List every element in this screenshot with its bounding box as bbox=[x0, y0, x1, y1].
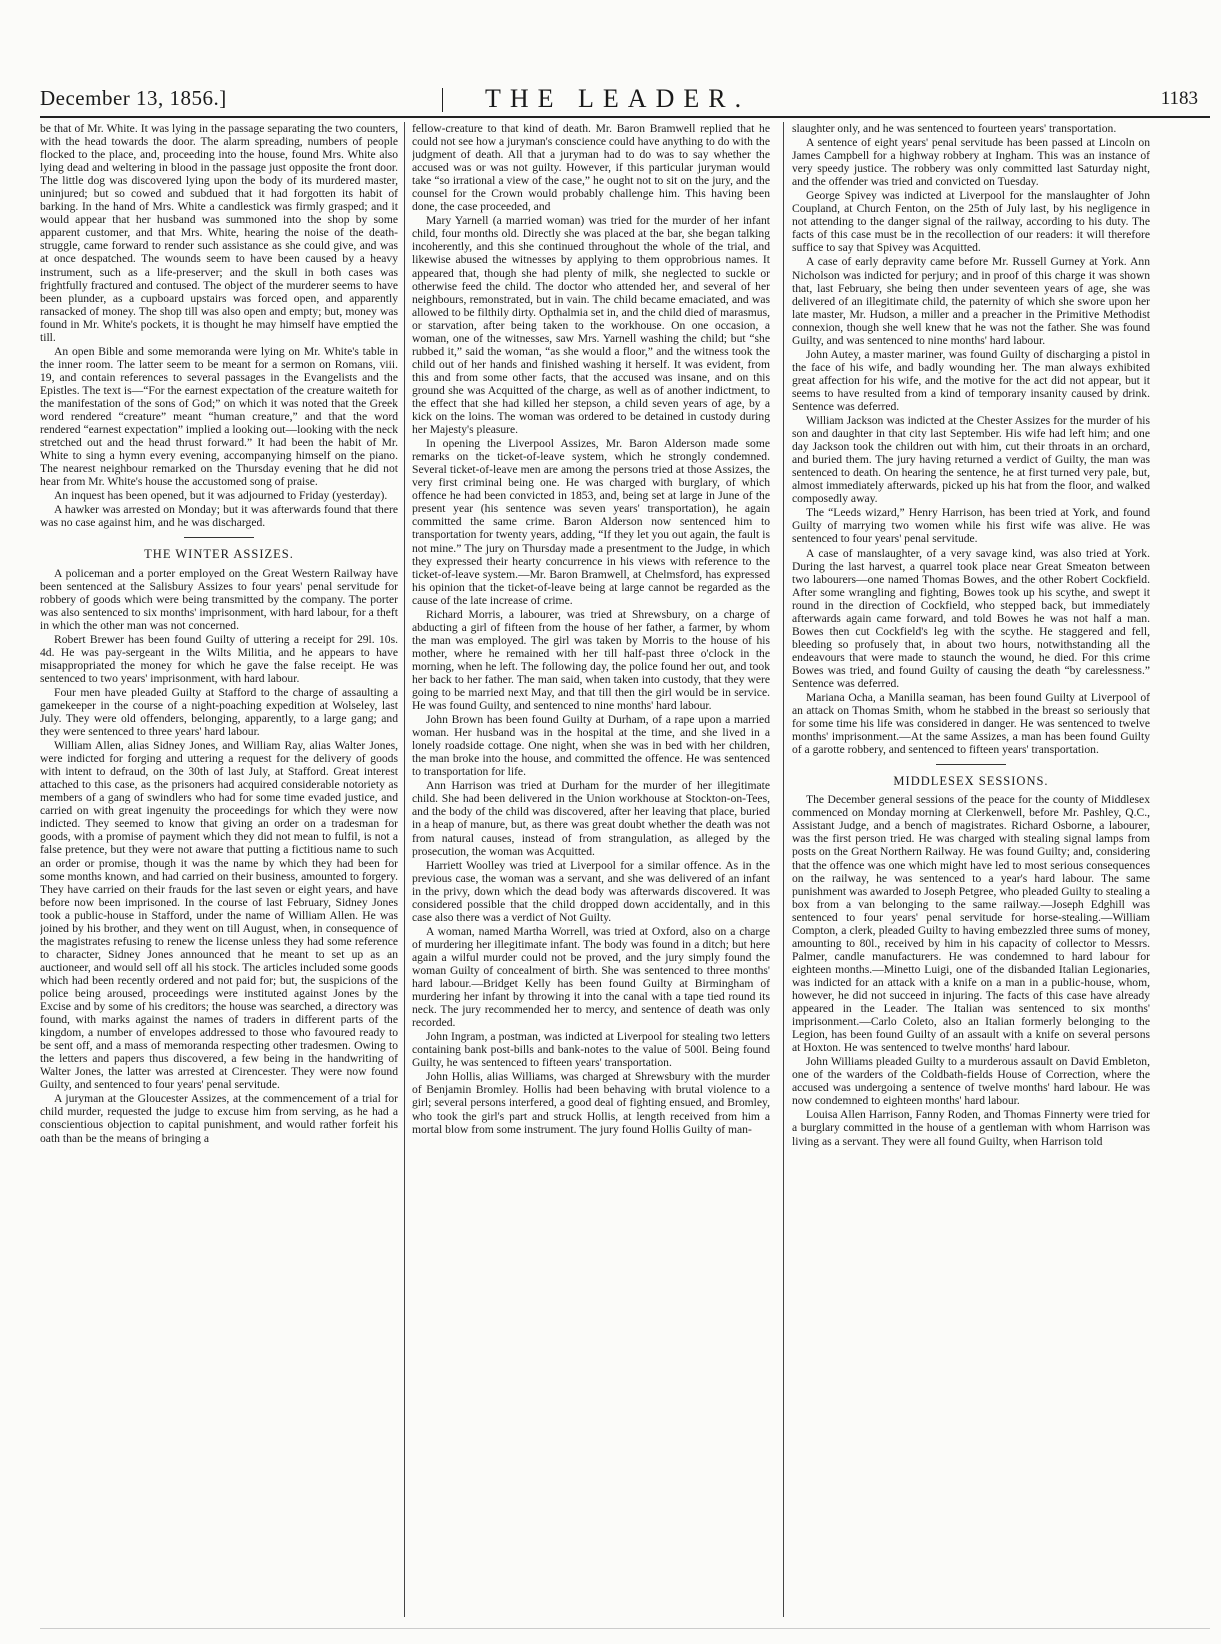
paragraph: The December general sessions of the peace for the county of Middlesex commenced on Monday morning at Clerkenwell, before Mr. Pashley, Q.C., Assistant Judge, and a bench of magistrates. Richard Osborne, a labourer, was the first person tried. He was charged with stealing signal lamps from posts on the Great Northern Railway. He was found Guilty; and, considering that the offence was one which might have led to most serious consequences on the railway, he was sentenced to a year's hard labour. The same punishment was awarded to Joseph Petgree, who pleaded Guilty to stealing a box from a van belonging to the same railway.—Joseph Edghill was sentenced to four years' penal servitude for horse-stealing.—William Compton, a clerk, pleaded Guilty to having embezzled three sums of money, amounting to 80l., received by him in his capacity of collector to Messrs. Palmer, candle manufacturers. He was condemned to hard labour for eighteen months.—Minetto Luigi, one of the disbanded Italian Legionaries, was indicted for an attack with a knife on a man in a public-house, whom, however, he did not succeed in injuring. The facts of this case have already appeared in the Leader. The Italian was sentenced to six months' imprisonment.—Carlo Coleto, also an Italian formerly belonging to the Legion, has been found Guilty of an assault with a knife on several persons at Hoxton. He was sentenced to twelve months' hard labour. bbox=[792, 793, 1150, 1055]
section-rule bbox=[936, 764, 1006, 765]
paragraph: An open Bible and some memoranda were lying on Mr. White's table in the inner room. The latter seem to be meant for a sermon on Romans, viii. 19, and contain references to several passages in the Evangelists and the Epistles. The text is—“For the earnest expectation of the creature waiteth for the manifestation of the sons of God;” on which it was noted that the Greek word rendered “creature” meant “human creature,” and that the word rendered “earnest expectation” implied a looking out—looking with the neck stretched out and the head thrust forward.” It had been the habit of Mr. White to sing a hymn every evening, accompanying himself on the piano. The nearest neighbour remarked on the Thursday evening that he did not hear from Mr. White's house the accustomed song of praise. bbox=[40, 344, 398, 489]
paragraph: John Brown has been found Guilty at Durham, of a rape upon a married woman. Her husband was in the hospital at the time, and she lived in a lonely roadside cottage. One night, when she was in bed with her children, the man broke into the house, and committed the offence. He was sentenced to transportation for life. bbox=[412, 713, 770, 779]
paragraph: A hawker was arrested on Monday; but it was afterwards found that there was no case against him, and he was discharged. bbox=[40, 503, 398, 530]
column-divider bbox=[404, 122, 405, 1617]
header-date: December 13, 1856.] bbox=[40, 86, 227, 110]
paragraph: John Autey, a master mariner, was found Guilty of discharging a pistol in the face of his wife, and badly wounding her. The man always exhibited great affection for his wife, and the motive for the act did not appear, but it seems to have resulted from a kind of temporary insanity caused by drink. Sentence was deferred. bbox=[792, 347, 1150, 413]
paragraph: Ann Harrison was tried at Durham for the murder of her illegitimate child. She had been delivered in the Union workhouse at Stockton-on-Tees, and the body of the child was discovered, after her leaving that place, buried in a heap of manure, but, as there was great doubt whether the death was not from natural causes, instead of from strangulation, as alleged by the prosecution, the woman was Acquitted. bbox=[412, 779, 770, 858]
page-bottom-edge bbox=[40, 1628, 1210, 1629]
paragraph: slaughter only, and he was sentenced to fourteen years' transportation. bbox=[792, 122, 1117, 135]
section-heading-middlesex-sessions: MIDDLESEX SESSIONS. bbox=[893, 774, 1049, 789]
paragraph: A policeman and a porter employed on the Great Western Railway have been sentenced at the Salisbury Assizes to four years' penal servitude for robbery of goods which were being transmitted by the company. The porter was also sentenced to six months' imprisonment, with hard labour, for a theft in which the other man was not concerned. bbox=[40, 566, 398, 632]
paragraph: John Hollis, alias Williams, was charged at Shrewsbury with the murder of Benjamin Bromley. Hollis had been behaving with brutal violence to a girl; several persons interfered, a good deal of fighting ensued, and Bromley, who took the girl's part and struck Hollis, at length received from him a mortal blow from some instrument. The jury found Hollis Guilty of man- bbox=[412, 1070, 770, 1136]
paragraph: John Ingram, a postman, was indicted at Liverpool for stealing two letters containing bank post-bills and bank-notes to the value of 500l. Being found Guilty, he was sentenced to fifteen years' transportation. bbox=[412, 1030, 770, 1070]
paragraph: John Williams pleaded Guilty to a murderous assault on David Embleton, one of the warders of the Coldbath-fields House of Correction, where the accused was undergoing a sentence of twelve months' hard labour. He was now condemned to eighteen months' hard labour. bbox=[792, 1055, 1150, 1108]
column-divider bbox=[783, 122, 784, 1617]
paragraph: An inquest has been opened, but it was adjourned to Friday (yesterday). bbox=[54, 489, 388, 503]
paragraph: A woman, named Martha Worrell, was tried at Oxford, also on a charge of murdering her illegitimate infant. The body was found in a ditch; but here again a wilful murder could not be proved, and the jury simply found the woman Guilty of concealment of birth. She was sentenced to three months' hard labour.—Bridget Kelly has been found Guilty at Birmingham of murdering her infant by throwing it into the canal with a tape tied round its neck. The jury recommended her to mercy, and sentence of death was only recorded. bbox=[412, 924, 770, 1030]
column-2 bbox=[412, 122, 770, 1622]
page-number: 1183 bbox=[1160, 88, 1198, 109]
paragraph: A juryman at the Gloucester Assizes, at the commencement of a trial for child murder, requested the judge to excuse him from serving, as he had a conscientious objection to capital punishment, and would rather forfeit his oath than be the means of bringing a bbox=[40, 1092, 398, 1145]
section-heading-winter-assizes: THE WINTER ASSIZES. bbox=[144, 547, 294, 562]
paragraph: Mariana Ocha, a Manilla seaman, has been found Guilty at Liverpool of an attack on Thomas Smith, whom he stabbed in the breast so seriously that for some time his life was considered in danger. He was sentenced to twelve months' imprisonment.—At the same Assizes, a man has been found Guilty of a garotte robbery, and sentenced to fifteen years' transportation. bbox=[792, 691, 1150, 757]
section-rule bbox=[184, 537, 254, 538]
paragraph: Harriett Woolley was tried at Liverpool for a similar offence. As in the previous case, the woman was a servant, and she was delivered of an infant in the privy, down which the dead body was afterwards discovered. It was considered possible that the child dropped down accidentally, and in this case also there was a verdict of Not Guilty. bbox=[412, 858, 770, 924]
paragraph: be that of Mr. White. It was lying in the passage separating the two counters, with the head towards the door. The alarm spreading, numbers of people flocked to the place, and, proceeding into the house, found Mrs. White also lying dead and weltering in blood in the passage just opposite the front door. The little dog was discovered lying upon the body of its murdered master, uninjured; but so cowed and subdued that it had forgotten its habit of barking. In the hand of Mrs. White a candlestick was firmly grasped; and it would appear that her husband was summoned into the shop by some apparent customer, and that Mrs. White, hearing the noise of the death-struggle, came forward to render such assistance as she could give, and was at once despatched. The wounds seem to have been caused by a heavy instrument, such as a life-preserver; and the skull in both cases was frightfully fractured and contused. The object of the murderer seems to have been plunder, as a cupboard upstairs was forced open, and apparently ransacked of money. The shop till was also open and empty; but, money was found in Mr. White's pockets, it is thought he may himself have emptied the till. bbox=[40, 122, 398, 344]
page-header bbox=[40, 82, 1210, 116]
paragraph: Louisa Allen Harrison, Fanny Roden, and Thomas Finnerty were tried for a burglary committed in the house of a gentleman with whom Harrison was living as a servant. They were all found Guilty, when Harrison told bbox=[792, 1108, 1150, 1148]
paragraph: Richard Morris, a labourer, was tried at Shrewsbury, on a charge of abducting a girl of fifteen from the house of her father, a farmer, by whom the man was employed. The girl was taken by Morris to the house of his mother, where he remained with her till half-past three o'clock in the morning, when he left. The following day, the police found her out, and took her back to her father. The man said, when taken into custody, that they were going to be married next May, and that till then the girl would be in service. He was found Guilty, and sentenced to nine months' hard labour. bbox=[412, 607, 770, 713]
column-3 bbox=[792, 122, 1150, 1622]
paragraph: William Jackson was indicted at the Chester Assizes for the murder of his son and daughter in that city last September. His wife had left him; and one day Jackson took the children out with him, cut their throats in an orchard, and buried them. The jury having returned a verdict of Guilty, the man was sentenced to death. On hearing the sentence, he at first turned very pale, but, almost immediately afterwards, picked up his hat from the floor, and walked composedly away. bbox=[792, 414, 1150, 506]
column-1 bbox=[40, 122, 398, 1622]
header-rule bbox=[40, 116, 1210, 118]
paragraph: fellow-creature to that kind of death. Mr. Baron Bramwell replied that he could not see how a juryman's conscience could have anything to do with the judgment of death. All that a juryman had to do was to say whether the accused was or was not guilty. However, if this particular juryman would take “so irrational a view of the case,” he ought not to sit on the jury, and the counsel for the Crown would probably challenge him. This having been done, the case proceeded, and bbox=[412, 122, 770, 214]
paragraph: Mary Yarnell (a married woman) was tried for the murder of her infant child, four months old. Directly she was placed at the bar, she began talking incoherently, and this she continued throughout the whole of the trial, and likewise abused the witnesses by applying to them opprobrious names. It appeared that, though she had plenty of milk, she neglected to suckle or otherwise feed the child. The doctor who attended her, and several of her neighbours, remonstrated, but in vain. The child became emaciated, and was allowed to be filthily dirty. Opthalmia set in, and the child died of marasmus, or starvation, after being taken to the workhouse. On one occasion, a woman, one of the witnesses, saw Mrs. Yarnell washing the child; but “she rubbed it,” said the woman, “as she would a floor,” and the witness took the child out of her hands and finished washing it herself. It was evident, from this and from some other facts, that the accused was insane, and on this ground she was Acquitted of the charge, as well as of another indictment, to the effect that she had killed her stepson, a child seven years of age, by a kick on the loins. The woman was ordered to be detained in custody during her Majesty's pleasure. bbox=[412, 214, 770, 437]
paragraph: Four men have pleaded Guilty at Stafford to the charge of assaulting a gamekeeper in the course of a night-poaching expedition at Wolseley, last July. They were old offenders, belonging, apparently, to a large gang; and they were sentenced to three years' hard labour. bbox=[40, 685, 398, 739]
paragraph: A case of early depravity came before Mr. Russell Gurney at York. Ann Nicholson was indicted for perjury; and in proof of this charge it was shown that, last February, she being then under seventeen years of age, she was delivered of an illegitimate child, the paternity of which she swore upon her late master, Mr. Hudson, a miller and a preacher in the Primitive Methodist connexion, though she well knew that he was not the father. She was found Guilty, and was sentenced to nine months' hard labour. bbox=[792, 255, 1150, 347]
paragraph: In opening the Liverpool Assizes, Mr. Baron Alderson made some remarks on the ticket-of-leave system, which he strongly condemned. Several ticket-of-leave men are among the persons tried at those Assizes, the very first criminal being one. He was charged with burglary, of which offence he had been convicted in 1853, and, being set at large in June of the present year (his sentence was seven years' transportation), he again committed the same crime. Baron Alderson now sentenced him to transportation for twenty years, adding, “If they let you out again, the fault is not mine.” The jury on Thursday made a presentment to the Judge, in which they expressed their hearty concurrence in his views with reference to the ticket-of-leave system.—Mr. Baron Bramwell, at Chelmsford, has expressed his opinion that the ticket-of-leave being at large cannot be regarded as the cause of the late increase of crime. bbox=[412, 437, 770, 607]
paragraph: A sentence of eight years' penal servitude has been passed at Lincoln on James Campbell for a highway robbery at Ingham. This was an instance of very speedy justice. The robbery was only committed last Saturday night, and the offender was tried and convicted on Tuesday. bbox=[792, 136, 1150, 189]
paragraph: The “Leeds wizard,” Henry Harrison, has been tried at York, and found Guilty of marrying two women while his first wife was alive. He was sentenced to four years' penal servitude. bbox=[792, 506, 1150, 546]
paragraph: George Spivey was indicted at Liverpool for the manslaughter of John Coupland, at Church Fenton, on the 25th of July last, by his negligence in not attending to the danger signal of the railway, according to his duty. The facts of this case must be in the recollection of our readers: it will therefore suffice to say that Spivey was Acquitted. bbox=[792, 189, 1150, 255]
paragraph: A case of manslaughter, of a very savage kind, was also tried at York. During the last harvest, a quarrel took place near Great Smeaton between two labourers—one named Thomas Bowes, and the other Robert Cockfield. After some wrangling and fighting, Bowes took up his scythe, and swept it round in the direction of Cockfield, who stepped back, but immediately afterwards again came forward, and told Bowes he was not half a man. Bowes then cut Cockfield's leg with the scythe. He staggered and fell, bleeding so profusely that, in about two hours, notwithstanding all the endeavours that were made to staunch the wound, he died. For this crime Bowes was tried, and found Guilty of causing the death “by carelessness.” Sentence was deferred. bbox=[792, 546, 1150, 690]
header-divider bbox=[442, 88, 443, 112]
masthead-title: THE LEADER. bbox=[485, 84, 751, 113]
paragraph: Robert Brewer has been found Guilty of uttering a receipt for 29l. 10s. 4d. He was pay-sergeant in the Wilts Militia, and he appears to have misappropriated the money for which he gave the false receipt. He was sentenced to two years' imprisonment, with hard labour. bbox=[40, 632, 398, 685]
paragraph: William Allen, alias Sidney Jones, and William Ray, alias Walter Jones, were indicted for forging and uttering a request for the delivery of goods with intent to defraud, on the 30th of last July, at Stafford. Great interest attached to this case, as the prisoners had acquired considerable notoriety as members of a gang of swindlers who had for some time evaded justice, and carried on with great ingenuity the proceedings for which they were now indicted. They seemed to know that giving an order on a tradesman for goods, with a promise of payment which they did not mean to fulfil, is not a false pretence, but they were not aware that putting a fictitious name to such an order or promise, though it was the name by which they had been for some months known, and had carried on their business, amounted to forgery. They have carried on their frauds for the last seven or eight years, and have before now been imprisoned. In the course of last February, Sidney Jones took a public-house in Stafford, under the name of William Allen. He was joined by his brother, and they went on till August, when, in consequence of the magistrates refusing to renew the license unless they had some reference to character, Sidney Jones announced that he meant to set up as an auctioneer, and would sell off all his stock. The articles included some goods which had been recently ordered and not paid for; but, the suspicions of the police being aroused, proceedings were instituted against Jones by the Excise and by some of his creditors; the house was searched, a directory was found, with marks against the names of traders in different parts of the kingdom, a number of envelopes addressed to those who favoured ready to be sent off, and a mass of memoranda respecting other tradesmen. Owing to the letters and papers thus discovered, a few being in the handwriting of Walter Jones, the latter was arrested at Cirencester. They were now found Guilty, and sentenced to four years' penal servitude. bbox=[40, 739, 398, 1092]
